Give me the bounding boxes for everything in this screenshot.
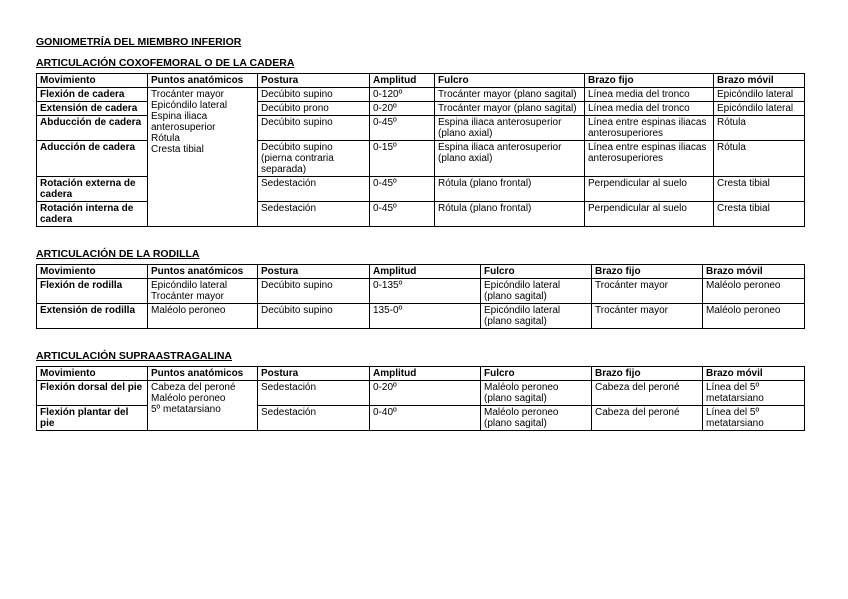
cell-amplitud: 0-20º [370, 381, 481, 406]
cell-postura: Decúbito supino [258, 279, 370, 304]
header-postura: Postura [258, 367, 370, 381]
cell-amplitud: 0-45º [370, 202, 435, 227]
header-fulcro: Fulcro [481, 265, 592, 279]
cell-amplitud: 0-45º [370, 116, 435, 141]
header-amplitud: Amplitud [370, 367, 481, 381]
cell-fulcro: Rótula (plano frontal) [435, 202, 585, 227]
cell-postura: Sedestación [258, 202, 370, 227]
header-amplitud: Amplitud [370, 74, 435, 88]
cell-movimiento: Rotación externa de cadera [37, 177, 148, 202]
header-postura: Postura [258, 265, 370, 279]
table-header-row [37, 367, 805, 381]
cell-postura: Decúbito supino (pierna contraria separada) [258, 141, 370, 177]
document-title: GONIOMETRÍA DEL MIEMBRO INFERIOR [36, 36, 242, 48]
cell-movimiento: Flexión de cadera [37, 88, 148, 102]
section-title-supraastragalina: ARTICULACIÓN SUPRAASTRAGALINA [36, 350, 232, 362]
cell-fulcro: Rótula (plano frontal) [435, 177, 585, 202]
table-row [37, 381, 805, 406]
document-page [36, 36, 816, 431]
cell-movimiento: Abducción de cadera [37, 116, 148, 141]
cell-brazo-fijo: Trocánter mayor [592, 304, 703, 329]
header-brazo-fijo: Brazo fijo [592, 265, 703, 279]
header-postura: Postura [258, 74, 370, 88]
table-supraastragalina [36, 366, 805, 431]
cell-postura: Sedestación [258, 177, 370, 202]
cell-fulcro: Trocánter mayor (plano sagital) [435, 102, 585, 116]
cell-amplitud: 0-45º [370, 177, 435, 202]
cell-brazo-fijo: Línea media del tronco [585, 102, 714, 116]
cell-movimiento: Extensión de cadera [37, 102, 148, 116]
cell-puntos: Epicóndilo lateral Trocánter mayor [148, 279, 258, 304]
header-brazo-movil: Brazo móvil [703, 265, 805, 279]
cell-brazo-movil: Cresta tibial [714, 177, 805, 202]
header-fulcro: Fulcro [435, 74, 585, 88]
cell-postura: Decúbito supino [258, 116, 370, 141]
cell-amplitud: 0-15º [370, 141, 435, 177]
cell-fulcro: Epicóndilo lateral (plano sagital) [481, 279, 592, 304]
header-movimiento: Movimiento [37, 74, 148, 88]
cell-movimiento: Rotación interna de cadera [37, 202, 148, 227]
cell-fulcro: Espina iliaca anterosuperior (plano axial) [435, 141, 585, 177]
cell-brazo-movil: Epicóndilo lateral [714, 102, 805, 116]
table-row [37, 304, 805, 329]
cell-brazo-fijo: Perpendicular al suelo [585, 177, 714, 202]
cell-brazo-movil: Rótula [714, 141, 805, 177]
table-header-row [37, 74, 805, 88]
cell-amplitud: 0-40º [370, 406, 481, 431]
cell-movimiento: Flexión de rodilla [37, 279, 148, 304]
table-row [37, 88, 805, 102]
cell-brazo-fijo: Cabeza del peroné [592, 381, 703, 406]
cell-brazo-fijo: Línea entre espinas iliacas anterosuperiores [585, 116, 714, 141]
cell-amplitud: 0-20º [370, 102, 435, 116]
header-movimiento: Movimiento [37, 367, 148, 381]
header-brazo-movil: Brazo móvil [714, 74, 805, 88]
header-brazo-fijo: Brazo fijo [592, 367, 703, 381]
cell-fulcro: Trocánter mayor (plano sagital) [435, 88, 585, 102]
cell-fulcro: Epicóndilo lateral (plano sagital) [481, 304, 592, 329]
header-movimiento: Movimiento [37, 265, 148, 279]
header-fulcro: Fulcro [481, 367, 592, 381]
cell-brazo-fijo: Línea entre espinas iliacas anterosuperiores [585, 141, 714, 177]
cell-brazo-movil: Cresta tibial [714, 202, 805, 227]
cell-brazo-movil: Epicóndilo lateral [714, 88, 805, 102]
header-puntos: Puntos anatómicos [148, 367, 258, 381]
header-brazo-movil: Brazo móvil [703, 367, 805, 381]
cell-postura: Decúbito supino [258, 304, 370, 329]
cell-brazo-movil: Rótula [714, 116, 805, 141]
section-title-cadera: ARTICULACIÓN COXOFEMORAL O DE LA CADERA [36, 57, 295, 69]
cell-brazo-movil: Maléolo peroneo [703, 304, 805, 329]
cell-puntos: Trocánter mayor Epicóndilo lateral Espina iliaca anterosuperior Rótula Cresta tibial [148, 88, 258, 227]
cell-movimiento: Aducción de cadera [37, 141, 148, 177]
table-cadera [36, 73, 805, 227]
cell-fulcro: Espina iliaca anterosuperior (plano axial) [435, 116, 585, 141]
cell-postura: Sedestación [258, 381, 370, 406]
cell-postura: Sedestación [258, 406, 370, 431]
table-rodilla [36, 264, 805, 329]
cell-brazo-fijo: Cabeza del peroné [592, 406, 703, 431]
cell-movimiento: Flexión plantar del pie [37, 406, 148, 431]
cell-postura: Decúbito prono [258, 102, 370, 116]
cell-puntos: Maléolo peroneo [148, 304, 258, 329]
cell-fulcro: Maléolo peroneo (plano sagital) [481, 406, 592, 431]
cell-brazo-movil: Línea del 5º metatarsiano [703, 381, 805, 406]
cell-postura: Decúbito supino [258, 88, 370, 102]
header-brazo-fijo: Brazo fijo [585, 74, 714, 88]
cell-movimiento: Extensión de rodilla [37, 304, 148, 329]
header-amplitud: Amplitud [370, 265, 481, 279]
cell-brazo-fijo: Perpendicular al suelo [585, 202, 714, 227]
cell-fulcro: Maléolo peroneo (plano sagital) [481, 381, 592, 406]
cell-amplitud: 135-0º [370, 304, 481, 329]
cell-brazo-fijo: Trocánter mayor [592, 279, 703, 304]
header-puntos: Puntos anatómicos [148, 74, 258, 88]
cell-brazo-fijo: Línea media del tronco [585, 88, 714, 102]
header-puntos: Puntos anatómicos [148, 265, 258, 279]
cell-amplitud: 0-120º [370, 88, 435, 102]
table-header-row [37, 265, 805, 279]
cell-movimiento: Flexión dorsal del pie [37, 381, 148, 406]
cell-brazo-movil: Maléolo peroneo [703, 279, 805, 304]
cell-puntos: Cabeza del peroné Maléolo peroneo 5º metatarsiano [148, 381, 258, 431]
cell-amplitud: 0-135º [370, 279, 481, 304]
cell-brazo-movil: Línea del 5º metatarsiano [703, 406, 805, 431]
table-row [37, 279, 805, 304]
section-title-rodilla: ARTICULACIÓN DE LA RODILLA [36, 248, 200, 260]
